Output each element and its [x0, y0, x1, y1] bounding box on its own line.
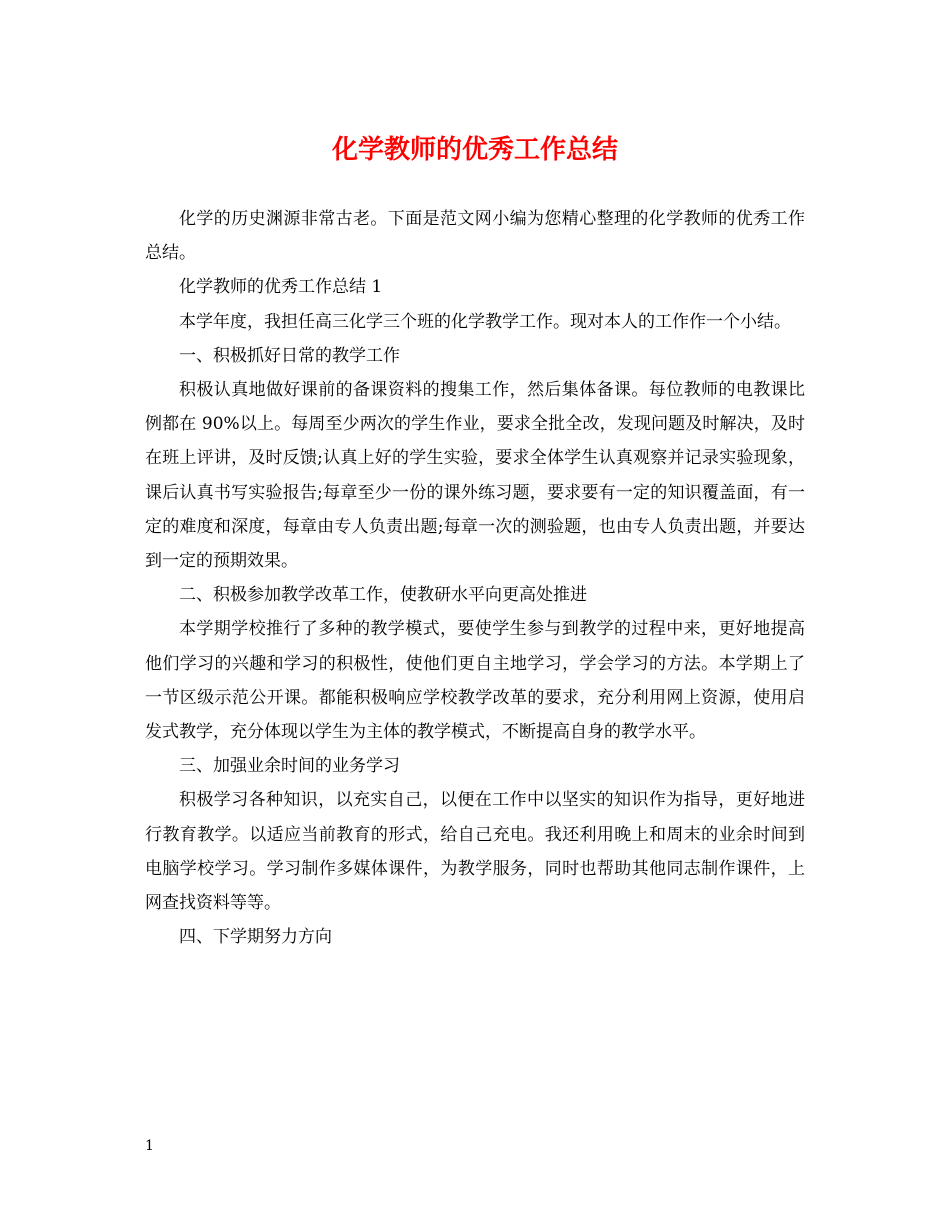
intro-paragraph: 化学的历史渊源非常古老。下面是范文网小编为您精心整理的化学教师的优秀工作总结。 — [145, 209, 805, 264]
section-heading-3: 三、加强业余时间的业务学习 — [179, 756, 400, 777]
document-body — [145, 202, 805, 954]
document-title: 化学教师的优秀工作总结 — [331, 135, 618, 165]
section-3-paragraph: 积极学习各种知识，以充实自己，以便在工作中以坚实的知识作为指导，更好地进行教育教学。以适应当前教育的形式，给自己充电。我还利用晚上和周末的业余时间到电脑学校学习。学习制作多媒体课件，为教学服务，同时也帮助其他同志制作课件，上网查找资料等等。 — [145, 790, 805, 914]
summary-subtitle: 化学教师的优秀工作总结 1 — [179, 277, 383, 298]
section-1-paragraph: 积极认真地做好课前的备课资料的搜集工作，然后集体备课。每位教师的电教课比例都在 90%以上。每周至少两次的学生作业，要求全批全改，发现问题及时解决，及时在班上评讲，及时反馈;认真上好的学生实验，要求全体学生认真观察并记录实验现象，课后认真书写实验报告;每章至少一份的课外练习题，要求要有一定的知识覆盖面，有一定的难度和深度，每章由专人负责出题;每章一次的测验题，也由专人负责出题，并要达到一定的预期效果。 — [145, 380, 805, 572]
section-2-paragraph: 本学期学校推行了多种的教学模式，要使学生参与到教学的过程中来，更好地提高他们学习的兴趣和学习的积极性，使他们更自主地学习，学会学习的方法。本学期上了一节区级示范公开课。都能积极响应学校教学改革的要求，充分利用网上资源，使用启发式教学，充分体现以学生为主体的教学模式，不断提高自身的教学水平。 — [145, 619, 805, 743]
overview-paragraph: 本学年度，我担任高三化学三个班的化学教学工作。现对本人的工作作一个小结。 — [179, 311, 791, 332]
section-heading-1: 一、积极抓好日常的教学工作 — [179, 345, 400, 366]
section-heading-4: 四、下学期努力方向 — [179, 927, 332, 948]
section-heading-2: 二、积极参加教学改革工作，使教研水平向更高处推进 — [179, 585, 587, 606]
page-number: 1 — [145, 1138, 154, 1154]
